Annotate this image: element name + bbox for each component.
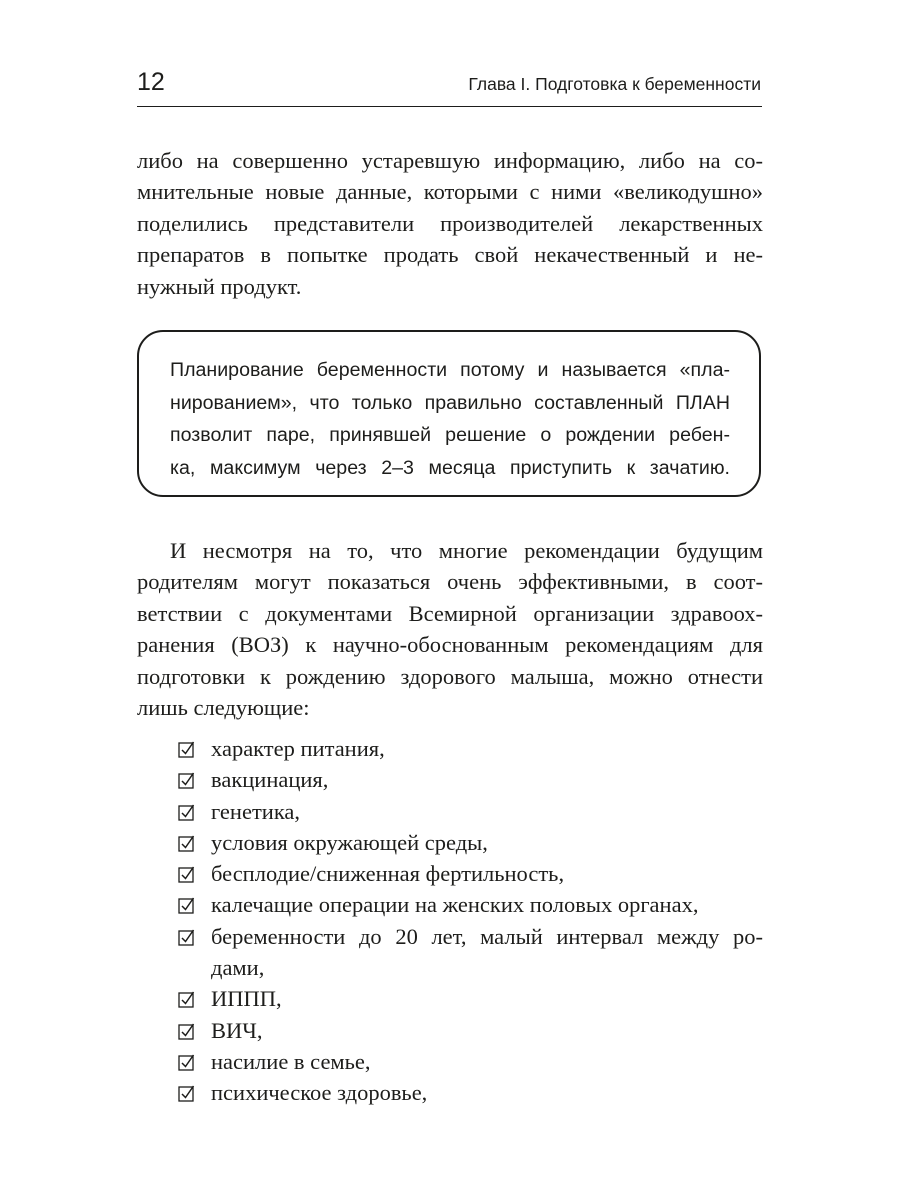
checklist-item: [178, 1015, 768, 1046]
checklist-item-text: калечащие операции на женских половых органах,: [211, 892, 699, 918]
checkbox-checked-icon: [178, 929, 195, 946]
page-number: 12: [137, 68, 165, 96]
checklist-item: [178, 827, 768, 858]
checkbox-checked-icon: [178, 804, 195, 821]
text-line: ранения (ВОЗ) к научно-обоснованным рекомендациям для: [137, 632, 763, 658]
checklist-item-text: условия окружающей среды,: [211, 829, 488, 855]
callout-line: Планирование беременности потому и называется «пла-: [170, 359, 730, 381]
recommendations-checklist: [178, 733, 768, 1109]
callout-line: ка, максимум через 2–3 месяца приступить к зачатию.: [170, 456, 730, 479]
text-line: И несмотря на то, что многие рекомендации будущим: [170, 538, 763, 563]
checklist-item: [178, 733, 768, 764]
checklist-item: [178, 983, 768, 1014]
checklist-item: [178, 889, 768, 920]
body-paragraph-2: [137, 535, 763, 723]
checkbox-checked-icon: [178, 772, 195, 789]
checklist-item: [178, 921, 768, 984]
text-line: лишь следующие:: [137, 695, 310, 721]
checklist-item-line: беременности до 20 лет, малый интервал между ро-: [211, 923, 763, 949]
text-line: родителям могут показаться очень эффективными, в соот-: [137, 569, 763, 595]
text-line: ветствии с документами Всемирной организации здравоох-: [137, 600, 763, 626]
checklist-item: [178, 1046, 768, 1077]
text-line: мнительные новые данные, которыми с ними «великодушно»: [137, 179, 763, 205]
checklist-item-text: генетика,: [211, 798, 301, 824]
checklist-item: [178, 858, 768, 889]
checklist-item-text: характер питания,: [211, 736, 385, 761]
checkbox-checked-icon: [178, 741, 195, 758]
callout-line: позволит паре, принявшей решение о рождении ребен-: [170, 424, 730, 446]
checkbox-checked-icon: [178, 1054, 195, 1071]
checklist-item-text: ИППП,: [211, 986, 282, 1012]
text-line: подготовки к рождению здорового малыша, можно отнести: [137, 663, 763, 689]
header-rule: [137, 106, 762, 107]
checklist-item-text: бесплодие/сниженная фертильность,: [211, 861, 565, 887]
checklist-item-text: ВИЧ,: [211, 1017, 263, 1043]
checkbox-checked-icon: [178, 835, 195, 852]
checklist-item: [178, 764, 768, 795]
checklist-item-line: дами,: [211, 955, 265, 981]
text-line: препаратов в попытке продать свой некачественный и не-: [137, 242, 763, 268]
text-line: поделились представители производителей лекарственных: [137, 210, 763, 236]
text-line: либо на совершенно устаревшую информацию, либо на со-: [137, 148, 763, 173]
checklist-item: [178, 1077, 768, 1108]
checklist-item-text: психическое здоровье,: [211, 1080, 428, 1106]
checkbox-checked-icon: [178, 1085, 195, 1102]
checklist-item: [178, 796, 768, 827]
callout-box: [137, 330, 761, 497]
body-paragraph-1: [137, 145, 763, 302]
checkbox-checked-icon: [178, 866, 195, 883]
text-line: нужный продукт.: [137, 273, 302, 299]
callout-line: нированием», что только правильно составленный ПЛАН: [170, 391, 730, 414]
running-head-title: Глава I. Подготовка к беременности: [468, 74, 761, 94]
callout-text: [170, 354, 730, 484]
checklist-item-text: [211, 921, 768, 984]
checkbox-checked-icon: [178, 1023, 195, 1040]
checklist-item-text: вакцинация,: [211, 767, 329, 793]
checklist-item-text: насилие в семье,: [211, 1048, 371, 1074]
checkbox-checked-icon: [178, 991, 195, 1008]
checkbox-checked-icon: [178, 897, 195, 914]
